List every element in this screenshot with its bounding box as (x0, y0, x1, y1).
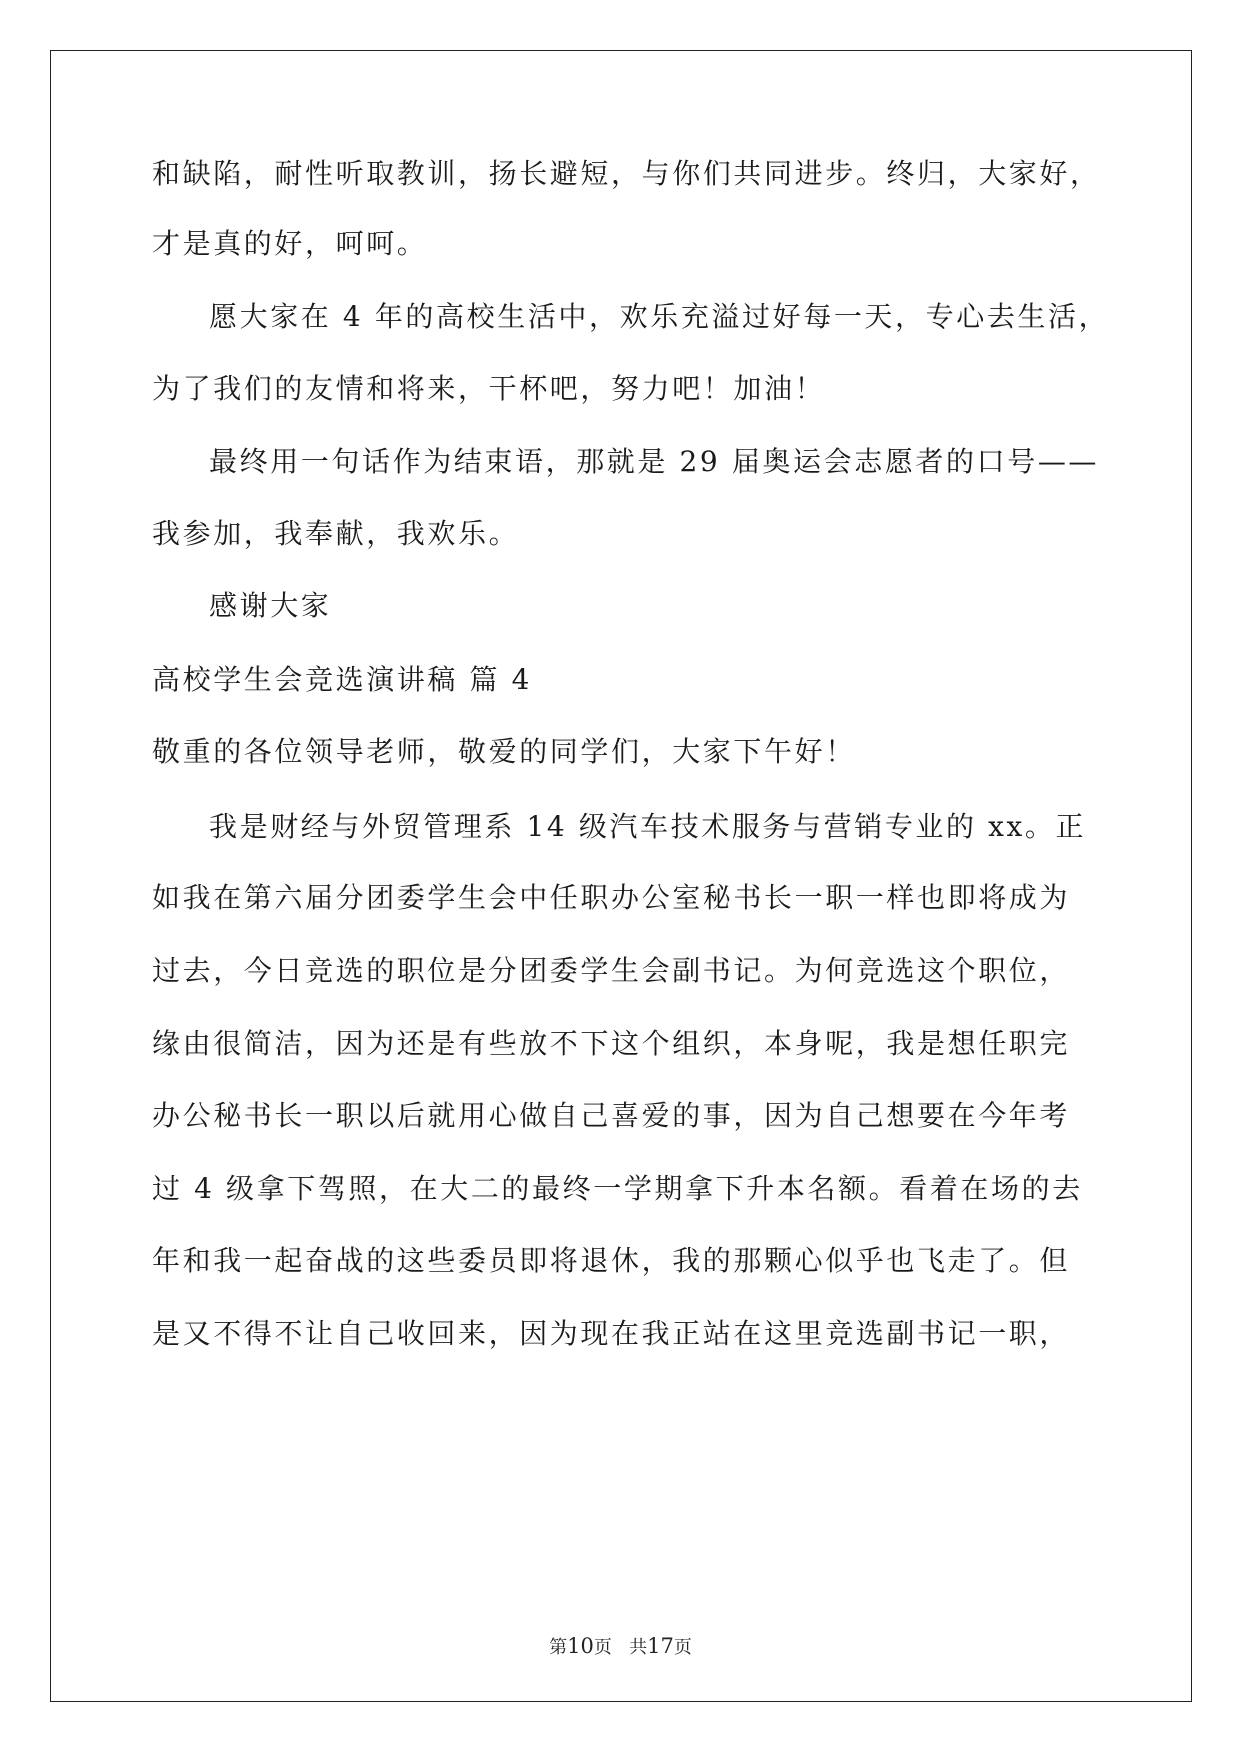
text-line: 和缺陷，耐性听取教训，扬长避短，与你们共同进步。终归，大家好， (152, 157, 1101, 190)
text-line: 是又不得不让自己收回来，因为现在我正站在这里竞选副书记一职， (152, 1317, 1071, 1350)
paragraph-start-line: 我是财经与外贸管理系 14 级汽车技术服务与营销专业的 xx。正 (209, 810, 1087, 843)
salutation-line: 敬重的各位领导老师，敬爱的同学们，大家下午好！ (152, 735, 856, 768)
text-line: 为了我们的友情和将来，干杯吧，努力吧！加油！ (152, 372, 826, 405)
text-line: 办公秘书长一职以后就用心做自己喜爱的事，因为自己想要在今年考 (152, 1099, 1071, 1132)
paragraph-start-line: 愿大家在 4 年的高校生活中，欢乐充溢过好每一天，专心去生活， (209, 300, 1110, 333)
current-page-number: 10 (567, 1634, 594, 1658)
text-line: 如我在第六届分团委学生会中任职办公室秘书长一职一样也即将成为 (152, 881, 1071, 914)
footer-prefix: 第 (549, 1637, 568, 1658)
text-line: 我参加，我奉献，我欢乐。 (152, 517, 520, 550)
closing-line: 感谢大家 (209, 589, 332, 622)
text-line: 过去，今日竞选的职位是分团委学生会副书记。为何竞选这个职位， (152, 954, 1071, 987)
page-footer (0, 1633, 1241, 1659)
text-line: 年和我一起奋战的这些委员即将退休，我的那颗心似乎也飞走了。但 (152, 1244, 1071, 1277)
total-page-number: 17 (647, 1634, 674, 1658)
section-heading: 高校学生会竞选演讲稿 篇 4 (152, 663, 533, 696)
page-border (50, 50, 1192, 1702)
paragraph-start-line: 最终用一句话作为结束语，那就是 29 届奥运会志愿者的口号—— (209, 445, 1100, 478)
text-line: 才是真的好，呵呵。 (152, 227, 428, 260)
footer-middle: 页 共 (593, 1637, 648, 1658)
text-line: 过 4 级拿下驾照，在大二的最终一学期拿下升本名额。看着在场的去 (152, 1172, 1083, 1205)
text-line: 缘由很简洁，因为还是有些放不下这个组织，本身呢，我是想任职完 (152, 1027, 1071, 1060)
footer-suffix: 页 (673, 1637, 692, 1658)
